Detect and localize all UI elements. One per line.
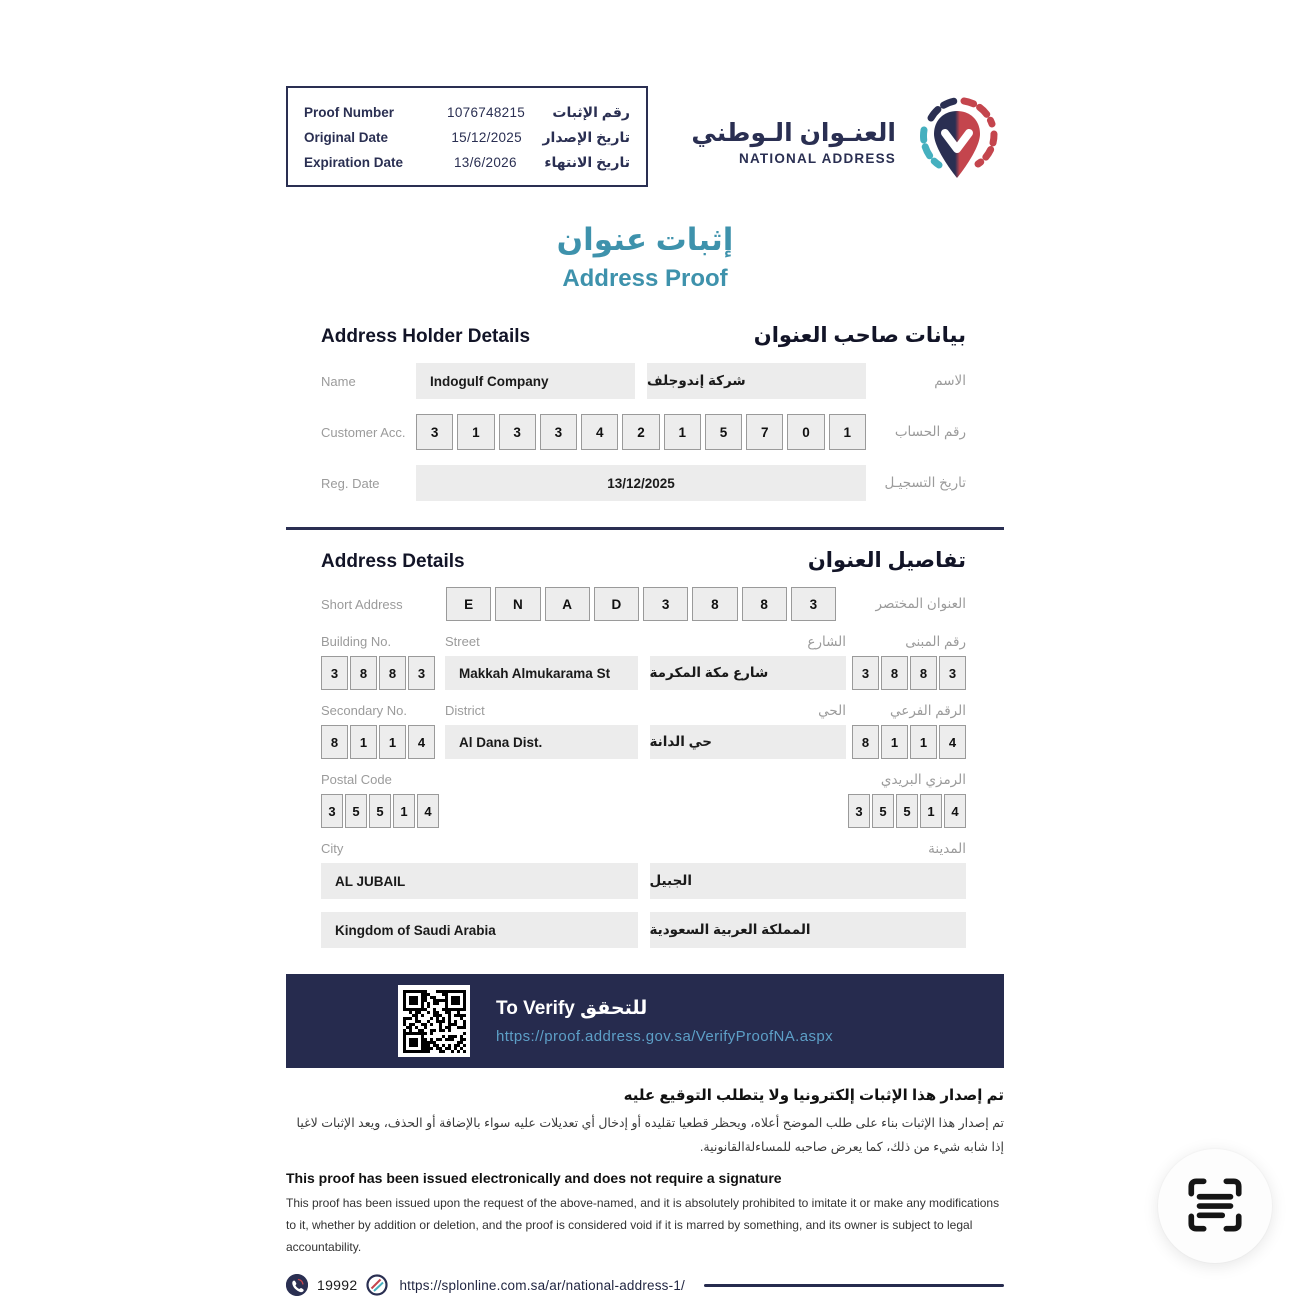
street-label-ar: الشارع [807, 634, 846, 649]
address-proof-document [286, 0, 1004, 1296]
national-address-logo [691, 88, 1004, 195]
building-street-labels [321, 621, 966, 656]
country-value-en: Kingdom of Saudi Arabia [321, 912, 638, 948]
name-value-en: Indogulf Company [416, 363, 635, 399]
city-label-ar: المدينة [928, 841, 966, 856]
proof-number-label-ar: رقم الإثبات [552, 104, 630, 120]
city-row [321, 863, 966, 899]
holder-heading-en: Address Holder Details [321, 326, 531, 347]
logo-title-en: NATIONAL ADDRESS [739, 150, 896, 166]
short-address-label-en: Short Address [321, 596, 403, 612]
arabic-disclaimer-title: تم إصدار هذا الإثبات إلكترونيا ولا يتطلب التوقيع عليه [623, 1087, 1004, 1104]
city-labels [321, 828, 966, 857]
proof-number-value: 1076748215 [447, 105, 526, 120]
customer-acc-label-ar: رقم الحساب [894, 424, 966, 439]
street-value-en: Makkah Almukarama St [445, 656, 638, 690]
customer-acc-label-en: Customer Acc. [321, 424, 406, 440]
phone-icon [286, 1274, 308, 1296]
district-label-ar: الحي [818, 703, 846, 718]
registration-date-row [321, 465, 966, 501]
reg-date-label-ar: تاريخ التسجيـل [884, 475, 966, 490]
char-cell: D [594, 587, 639, 621]
english-disclaimer-title: This proof has been issued electronically and does not require a signature [286, 1170, 782, 1186]
scan-text-icon [1182, 1172, 1248, 1241]
city-value-en: AL JUBAIL [321, 863, 638, 899]
address-section [286, 548, 1004, 948]
expiration-date-value: 13/6/2026 [454, 155, 517, 170]
section-divider [286, 527, 1004, 530]
verify-title-en: To Verify [496, 998, 575, 1019]
char-cell: 3 [643, 587, 688, 621]
char-cell: 1 [829, 414, 866, 450]
short-address-label-ar: العنوان المختصر [875, 596, 966, 611]
expiration-date-label-ar: تاريخ الانتهاء [544, 154, 630, 170]
document-header [286, 86, 1004, 195]
char-cell: 8 [350, 656, 377, 690]
location-pin-icon [910, 88, 1004, 195]
char-cell: 5 [872, 794, 894, 828]
char-cell: 4 [581, 414, 618, 450]
char-cell: 5 [896, 794, 918, 828]
char-cell: A [545, 587, 590, 621]
char-cell: E [446, 587, 491, 621]
verify-url-link[interactable]: https://proof.address.gov.sa/VerifyProofNA.aspx [496, 1028, 834, 1045]
postal-code-label-ar: الرمزي البريدي [880, 772, 966, 787]
char-cell: 8 [321, 725, 348, 759]
char-cell: 5 [705, 414, 742, 450]
char-cell: 5 [345, 794, 367, 828]
name-value-ar: شركة إندوجلف [647, 363, 866, 399]
char-cell: 4 [939, 725, 966, 759]
verify-title [496, 997, 833, 1020]
char-cell: 0 [787, 414, 824, 450]
city-value-ar: الجبيل [650, 863, 967, 899]
verify-title-ar: للتحقق [580, 998, 648, 1019]
char-cell: 4 [944, 794, 966, 828]
char-cell: 1 [457, 414, 494, 450]
building-street-row [321, 656, 966, 690]
expiration-date-label-en: Expiration Date [304, 155, 404, 170]
proof-summary-box [286, 86, 648, 187]
address-heading-ar: تفاصيل العنوان [807, 549, 966, 572]
char-cell: 4 [408, 725, 435, 759]
postal-code-label-en: Postal Code [321, 772, 392, 787]
holder-heading-ar: بيانات صاحب العنوان [753, 324, 966, 347]
english-disclaimer [286, 1167, 1004, 1258]
street-label-en: Street [445, 634, 480, 649]
char-cell: 1 [664, 414, 701, 450]
reg-date-value: 13/12/2025 [416, 465, 866, 501]
secondary-no-cells-en [321, 725, 435, 759]
secondary-no-cells-ar [852, 725, 966, 759]
english-disclaimer-body: This proof has been issued upon the request of the above-named, and it is absolutely prohibited to imitate it or make any modifications to it, whether by addition or deletion, and the proof is considered void if it is marred by something, and its owner is subject to legal accountability. [286, 1196, 1000, 1254]
document-title-ar: إثبات عنوان [556, 222, 734, 257]
document-title [286, 219, 1004, 293]
char-cell: 1 [350, 725, 377, 759]
building-no-cells-en [321, 656, 435, 690]
city-label-en: City [321, 841, 344, 856]
arabic-disclaimer [286, 1083, 1004, 1159]
proof-number-label-en: Proof Number [304, 105, 395, 120]
district-value-ar: حي الدانة [650, 725, 847, 759]
char-cell: 8 [379, 656, 406, 690]
char-cell: 3 [321, 656, 348, 690]
char-cell: 3 [499, 414, 536, 450]
char-cell: 3 [321, 794, 343, 828]
globe-icon [366, 1274, 388, 1296]
postal-code-cells-ar [848, 794, 966, 828]
char-cell: 3 [408, 656, 435, 690]
expiration-date-row [304, 150, 630, 175]
footer-divider-line [704, 1284, 1004, 1287]
postal-code-cells-en [321, 794, 439, 828]
original-date-label-ar: تاريخ الإصدار [542, 129, 630, 145]
customer-account-row [321, 414, 966, 450]
char-cell: 8 [852, 725, 879, 759]
char-cell: 7 [746, 414, 783, 450]
footer-url-link[interactable]: https://splonline.com.sa/ar/national-address-1/ [399, 1277, 685, 1293]
support-phone-number: 19992 [317, 1277, 358, 1293]
char-cell: 2 [622, 414, 659, 450]
district-label-en: District [445, 703, 485, 718]
char-cell: 4 [417, 794, 439, 828]
char-cell: 3 [416, 414, 453, 450]
address-heading-en: Address Details [321, 551, 465, 572]
original-date-value: 15/12/2025 [451, 130, 522, 145]
document-title-en: Address Proof [562, 265, 728, 292]
arabic-disclaimer-body: تم إصدار هذا الإثبات بناء على طلب الموضح أعلاه، ويحظر قطعيا تقليده أو إدخال أي تعديلات عليه سواء بالإضافة أو الحذف، ويعد الإثبات لاغيا إذا شابه شيء من ذلك، كما يعرض صاحبه للمساءلةالقانونية. [296, 1116, 1004, 1154]
char-cell: 3 [852, 656, 879, 690]
qr-code [398, 985, 470, 1057]
secondary-no-label-en: Secondary No. [321, 703, 407, 718]
original-date-row [304, 125, 630, 150]
char-cell: 1 [881, 725, 908, 759]
scan-document-button[interactable] [1158, 1149, 1272, 1263]
building-no-label-ar: رقم المبنى [905, 634, 966, 649]
verify-bar [286, 974, 1004, 1068]
building-no-label-en: Building No. [321, 634, 392, 649]
secondary-district-labels [321, 690, 966, 725]
char-cell: 1 [910, 725, 937, 759]
char-cell: 3 [791, 587, 836, 621]
postal-code-row [321, 794, 966, 828]
postal-code-labels [321, 759, 966, 794]
street-value-ar: شارع مكة المكرمة [650, 656, 847, 690]
char-cell: N [495, 587, 540, 621]
building-no-cells-ar [852, 656, 966, 690]
char-cell: 8 [742, 587, 787, 621]
char-cell: 3 [848, 794, 870, 828]
country-row [321, 912, 966, 948]
secondary-no-label-ar: الرقم الفرعي [890, 703, 966, 718]
country-value-ar: المملكة العربية السعودية [650, 912, 967, 948]
char-cell: 1 [920, 794, 942, 828]
logo-title-ar: العنـوان الـوطني [691, 118, 896, 147]
char-cell: 3 [939, 656, 966, 690]
name-label-ar: الاسم [934, 373, 966, 388]
name-row [321, 363, 966, 399]
char-cell: 8 [692, 587, 737, 621]
char-cell: 1 [393, 794, 415, 828]
char-cell: 5 [369, 794, 391, 828]
district-value-en: Al Dana Dist. [445, 725, 638, 759]
short-address-row [321, 587, 966, 621]
char-cell: 8 [881, 656, 908, 690]
char-cell: 8 [910, 656, 937, 690]
proof-number-row [304, 100, 630, 125]
holder-section [286, 323, 1004, 501]
secondary-district-row [321, 725, 966, 759]
name-label-en: Name [321, 373, 356, 389]
short-address-cells [446, 587, 836, 621]
document-footer [286, 1274, 1004, 1296]
customer-acc-digit-cells [416, 414, 866, 450]
char-cell: 1 [379, 725, 406, 759]
reg-date-label-en: Reg. Date [321, 475, 380, 491]
original-date-label-en: Original Date [304, 130, 389, 145]
char-cell: 3 [540, 414, 577, 450]
